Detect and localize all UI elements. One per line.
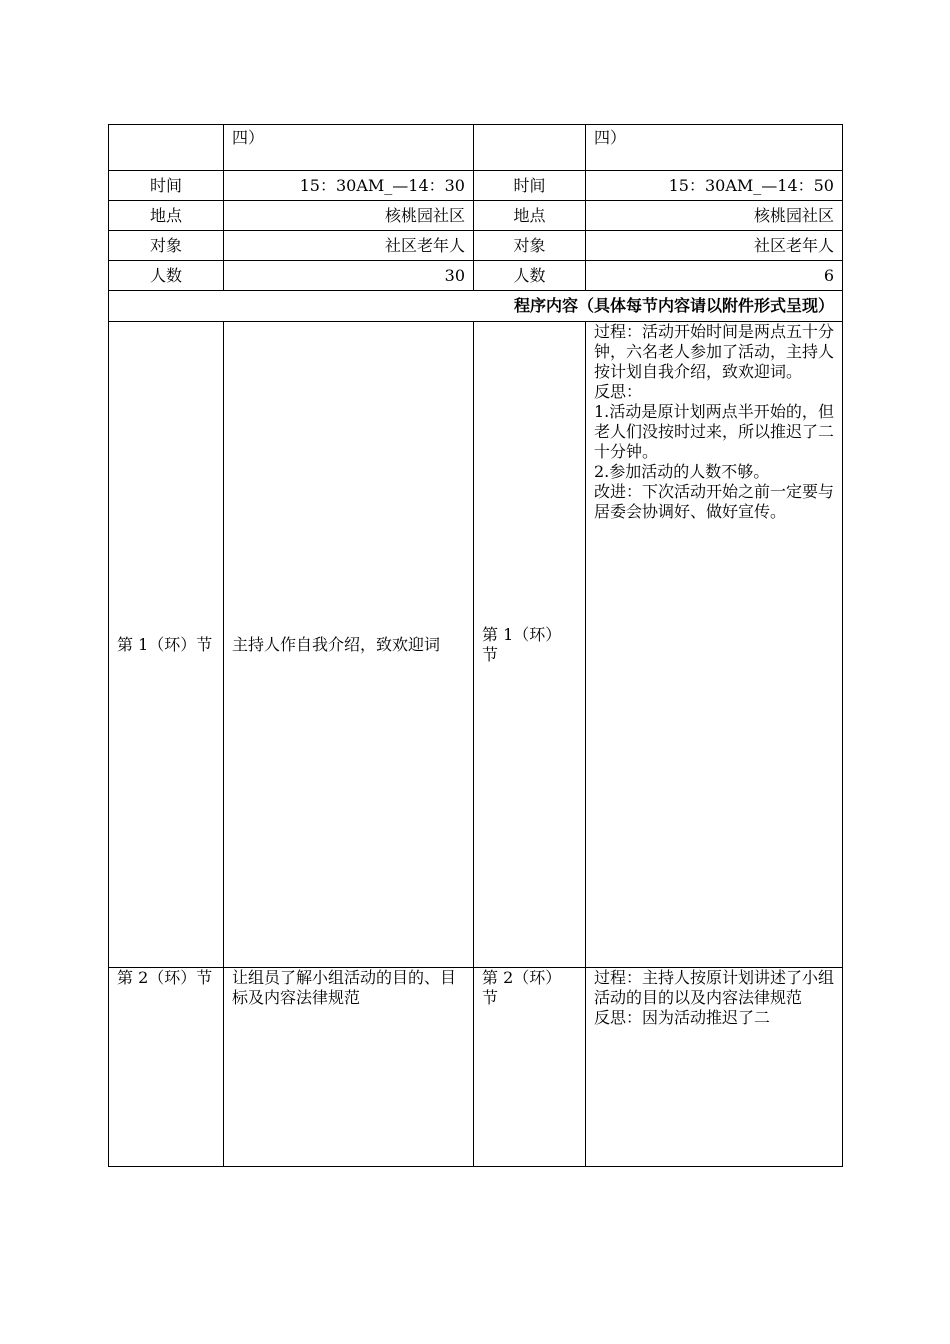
- time-label-right: 时间: [474, 171, 586, 201]
- time-value-left: 15：30AM_—14：30: [224, 171, 474, 201]
- session-name-left: 四）: [224, 125, 474, 171]
- table-row: [109, 201, 843, 231]
- table-row: [109, 261, 843, 291]
- section1-reflection-2: 2.参加活动的人数不够。: [594, 462, 770, 481]
- table-row: [109, 291, 843, 322]
- target-value-right: 社区老年人: [586, 231, 843, 261]
- location-value-left: 核桃园社区: [224, 201, 474, 231]
- time-label-left: 时间: [109, 171, 224, 201]
- count-value-left: 30: [224, 261, 474, 291]
- empty-cell: [474, 125, 586, 171]
- empty-cell: [109, 125, 224, 171]
- program-heading: 程序内容（具体每节内容请以附件形式呈现）: [109, 291, 843, 322]
- section2-record: [586, 968, 843, 1167]
- location-label-right: 地点: [474, 201, 586, 231]
- session-name-right: 四）: [586, 125, 843, 171]
- count-label-left: 人数: [109, 261, 224, 291]
- section1-label-left: 第 1（环）节: [109, 322, 224, 968]
- target-label-right: 对象: [474, 231, 586, 261]
- section2-label-right: 第 2（环）节: [474, 968, 586, 1167]
- section1-improvement: 改进：下次活动开始之前一定要与居委会协调好、做好宣传。: [594, 482, 835, 521]
- section2-label-left: 第 2（环）节: [109, 968, 224, 1167]
- activity-record-table: [108, 124, 843, 1167]
- target-value-left: 社区老年人: [224, 231, 474, 261]
- table-row: [109, 968, 843, 1167]
- location-label-left: 地点: [109, 201, 224, 231]
- section1-record: [586, 322, 843, 968]
- section2-plan: 让组员了解小组活动的目的、目标及内容法律规范: [224, 968, 474, 1167]
- target-label-left: 对象: [109, 231, 224, 261]
- location-value-right: 核桃园社区: [586, 201, 843, 231]
- section2-process: 过程：主持人按原计划讲述了小组活动的目的以及内容法律规范: [594, 968, 835, 1007]
- section1-process: 过程：活动开始时间是两点五十分钟，六名老人参加了活动，主持人按计划自我介绍，致欢迎词。: [594, 322, 835, 381]
- section1-plan: 主持人作自我介绍，致欢迎词: [224, 322, 474, 968]
- section1-label-right: 第 1（环）节: [474, 322, 586, 968]
- section1-reflection-1: 1.活动是原计划两点半开始的，但老人们没按时过来，所以推迟了二十分钟。: [594, 402, 835, 461]
- table-row: [109, 322, 843, 968]
- count-value-right: 6: [586, 261, 843, 291]
- time-value-right: 15：30AM_—14：50: [586, 171, 843, 201]
- count-label-right: 人数: [474, 261, 586, 291]
- table-row: [109, 231, 843, 261]
- table-row: [109, 125, 843, 171]
- section1-reflection-heading: 反思：: [594, 382, 643, 401]
- section2-reflection: 反思：因为活动推迟了二: [594, 1008, 771, 1027]
- table-row: [109, 171, 843, 201]
